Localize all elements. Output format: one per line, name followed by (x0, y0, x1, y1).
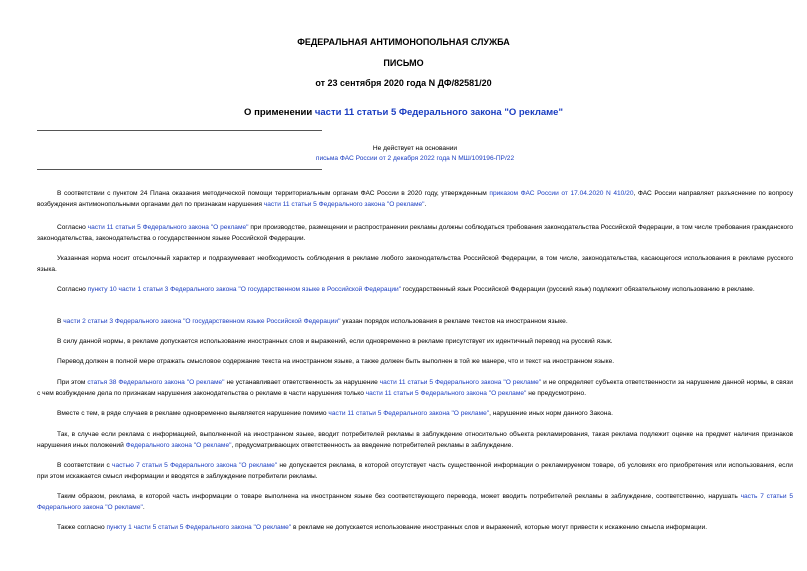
link-advertising-law[interactable]: Федерального закона "О рекламе" (125, 442, 232, 449)
link-clause1-part5-art5[interactable]: пункту 1 части 5 статьи 5 Федерального закона "О рекламе" (106, 524, 292, 531)
link-part7-art5[interactable]: частью 7 статьи 5 Федерального закона "О рекламе" (112, 462, 278, 469)
paragraph-7: Перевод должен в полной мере отражать смысловое содержание текста на иностранном языке, а также должен быть выполнен в той же манере, что и текст на иностранном языке. (57, 358, 615, 365)
status-note-line1: Не действует на основании (372, 145, 458, 152)
paragraph-9: Вместе с тем, в ряде случаев в рекламе одновременно выявляется нарушение помимо части 11 статьи 5 Федерального закона "О рекламе", нарушение иных норм данного Закона. (57, 410, 613, 417)
paragraph-6: В силу данной нормы, в рекламе допускается использование иностранных слов и выражений, если одновременно в рекламе присутствует их идентичный перевод на русский язык. (57, 338, 613, 345)
link-part11-art5[interactable]: части 11 статьи 5 Федерального закона "О рекламе" (379, 379, 542, 386)
divider-top (37, 130, 322, 131)
paragraph-5: В части 2 статьи 3 Федерального закона "О государственном языке Российской Федерации" указан порядок использования в рекламе текстов на иностранном языке. (57, 318, 568, 325)
link-part11-art5[interactable]: части 11 статьи 5 Федерального закона "О рекламе" (263, 201, 425, 208)
paragraph-3: Указанная норма носит отсылочный характер и подразумевает необходимость соблюдения в рекламе любого законодательства Российской Федерации, в том числе, законодательства, касающегося использования в рекламе русского языка. (37, 255, 793, 273)
paragraph-11: В соответствии с частью 7 статьи 5 Федерального закона "О рекламе" не допускается реклама, в которой отсутствует часть существенной информации о рекламируемом товаре, об условиях его приобретения или использования, если при этом искажается смысл информации и вводятся в заблуждение потребители рекламы. (37, 462, 793, 480)
document-subject (0, 107, 807, 118)
paragraph-13: Также согласно пункту 1 части 5 статьи 5 Федерального закона "О рекламе" в рекламе не допускается использование иностранных слов и выражений, которые могут привести к искажению смысла информации. (57, 524, 708, 531)
document-date-number: от 23 сентября 2020 года N ДФ/82581/20 (315, 78, 492, 88)
subject-law-link[interactable]: части 11 статьи 5 Федерального закона "О рекламе" (314, 107, 563, 118)
link-part11-art5[interactable]: части 11 статьи 5 Федерального закона "О рекламе" (328, 410, 490, 417)
link-part7-art5[interactable]: часть 7 статьи 5 Федерального закона "О рекламе" (37, 493, 793, 511)
organization-heading: ФЕДЕРАЛЬНАЯ АНТИМОНОПОЛЬНАЯ СЛУЖБА (297, 37, 510, 47)
divider-bottom (37, 169, 322, 170)
status-note-line2 (37, 153, 793, 164)
link-state-language-law[interactable]: пункту 10 части 1 статьи 3 Федерального закона "О государственном языке в Российской Федерации" (87, 286, 402, 293)
paragraph-4: Согласно пункту 10 части 1 статьи 3 Федерального закона "О государственном языке в Российской Федерации" государственный язык Российской Федерации (русский язык) подлежит обязательному использованию в рекламе. (57, 286, 755, 293)
link-state-language-law-part2[interactable]: части 2 статьи 3 Федерального закона "О государственном языке Российской Федерации" (63, 318, 341, 325)
subject-prefix: О применении (244, 107, 315, 118)
paragraph-10: Так, в случае если реклама с информацией, выполненной на иностранном языке, вводит потребителей рекламы в заблуждение относительно объекта рекламирования, такая реклама подлежит оценке на предмет наличия признаков нарушения иных положений Федерального закона "О рекламе", предусматривающих ответственность за введение потребителей рекламы в заблуждение. (37, 431, 793, 449)
link-art38[interactable]: статья 38 Федерального закона "О рекламе" (87, 379, 225, 386)
link-order-410[interactable]: приказом ФАС России от 17.04.2020 N 410/20 (489, 190, 634, 197)
link-part11-art5[interactable]: части 11 статьи 5 Федерального закона "О рекламе" (365, 390, 527, 397)
paragraph-12: Таким образом, реклама, в которой часть информации о товаре выполнена на иностранном языке без соответствующего перевода, может вводить потребителей рекламы в заблуждение, соответственно, нарушать часть 7 статьи 5 Федерального закона "О рекламе". (37, 493, 793, 511)
paragraph-2: Согласно части 11 статьи 5 Федерального закона "О рекламе" при производстве, размещении и распространении рекламы должны соблюдаться требования законодательства Российской Федерации, в том числе требования гражданского законодательства, законодательства о государственном языке Российской Федерации. (37, 224, 793, 242)
status-note-link[interactable]: письма ФАС России от 2 декабря 2022 года N МШ/109196-ПР/22 (315, 155, 515, 162)
paragraph-1: В соответствии с пунктом 24 Плана оказания методической помощи территориальным органам ФАС России в 2020 году, утвержденным приказом ФАС России от 17.04.2020 N 410/20, ФАС России направляет разъяснение по вопросу возбуждения антимонопольными органами дел по признакам нарушения части 11 статьи 5 Федерального закона "О рекламе". (37, 190, 793, 208)
document-type-heading: ПИСЬМО (383, 58, 424, 68)
link-part11-art5[interactable]: части 11 статьи 5 Федерального закона "О рекламе" (87, 224, 249, 231)
paragraph-8: При этом статья 38 Федерального закона "О рекламе" не устанавливает ответственность за нарушение части 11 статьи 5 Федерального закона "О рекламе" и не определяет субъекта ответственности за нарушение данной нормы, в связи с чем возбуждение дела по признакам нарушения законодательства о рекламе в части нарушения только части 11 статьи 5 Федерального закона "О рекламе" не предусмотрено. (37, 379, 793, 397)
